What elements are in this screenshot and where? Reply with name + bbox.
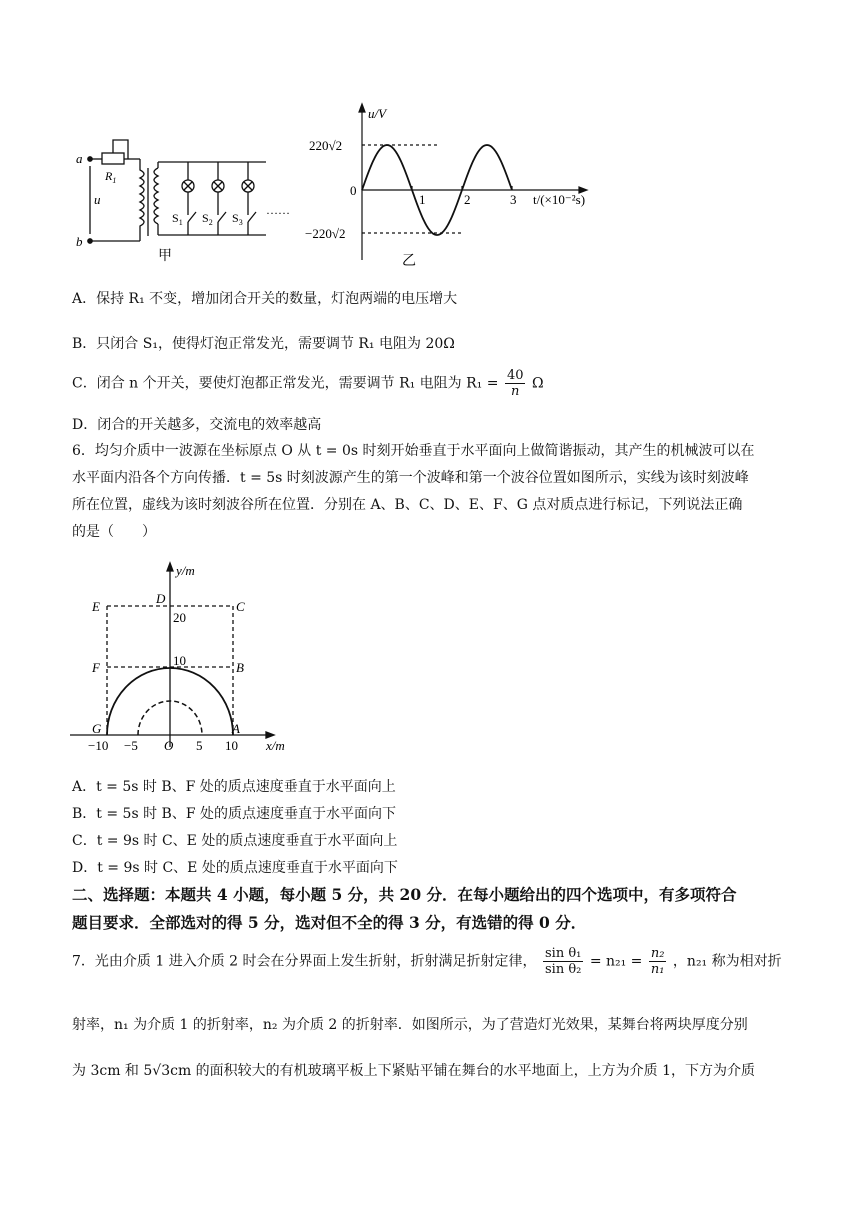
switch-2-label: $S_2$ [202, 211, 213, 227]
figure-jia-caption: 甲 [158, 249, 172, 264]
x-tick-neg5: −5 [124, 738, 138, 753]
origin-label: 0 [350, 183, 357, 198]
y-tick-20: 20 [173, 610, 186, 625]
q7-line-2: 射率，n₁ 为介质 1 的折射率，n₂ 为介质 2 的折射率．如图所示，为了营造灯光效果，某舞台将两块厚度分别 [72, 1017, 748, 1033]
x-tick-origin: O [164, 738, 174, 753]
x-tick-neg10: −10 [88, 738, 109, 753]
q6-stem-line-3: 所在位置，虚线为该时刻波谷所在位置．分别在 A、B、C、D、E、F、G 点对质点进行标记，下列说法正确 [72, 497, 743, 513]
voltage-u-label: u [94, 192, 101, 207]
x-tick-5: 5 [196, 738, 203, 753]
q6-option-d: D．t = 9s 时 C、E 处的质点速度垂直于水平面向下 [72, 860, 398, 876]
y-min-label: −220√2 [305, 226, 346, 241]
voltage-waveform-figure [305, 100, 615, 270]
q7-line-1-post: ，n₂₁ 称为相对折 [672, 953, 782, 970]
x-tick-1: 1 [419, 192, 426, 207]
index-ratio-fraction: $\frac{\text{n₂}}{\text{n₁}}$ [650, 946, 665, 977]
q6-option-c: C．t = 9s 时 C、E 处的质点速度垂直于水平面向上 [72, 833, 398, 849]
q6-option-a: A．t = 5s 时 B、F 处的质点速度垂直于水平面向上 [72, 779, 396, 795]
q7-line-1-pre: 7．光由介质 1 进入介质 2 时会在分界面上发生折射，折射满足折射定律， [72, 953, 537, 970]
q6-option-b: B．t = 5s 时 B、F 处的质点速度垂直于水平面向下 [72, 806, 396, 822]
q6-stem-line-4: 的是（ ） [72, 524, 156, 540]
terminal-b-label: b [76, 234, 83, 249]
point-c-label: C [236, 599, 245, 614]
rheostat-label: $R_1$ [105, 169, 117, 185]
y-axis-label: y/m [176, 563, 195, 578]
x-tick-3: 3 [510, 192, 517, 207]
x-axis-label: t/(×10⁻²s) [533, 192, 586, 207]
point-a-label: A [232, 721, 240, 736]
q6-stem-line-2: 水平面内沿各个方向传播．t = 5s 时刻波源产生的第一个波峰和第一个波谷位置如图所示，实线为该时刻波峰 [72, 470, 749, 486]
q7-eq-mid: = n₂₁ = [589, 953, 643, 970]
circuit-diagram [70, 130, 300, 270]
q5-option-c-text: C．闭合 n 个开关，要使灯泡都正常发光，需要调节 R₁ 电阻为 [72, 375, 462, 392]
x-axis-label: x/m [266, 738, 285, 753]
q7-line-3: 为 3cm 和 5√3cm 的面积较大的有机玻璃平板上下紧贴平铺在舞台的水平地面上，上方为介质 1，下方为介质 [72, 1063, 756, 1079]
y-tick-10: 10 [173, 653, 186, 668]
q5-option-c-lhs: R₁ = [466, 375, 499, 392]
point-b-label: B [236, 660, 244, 675]
snell-fraction: $\frac{\text{sin θ₁}}{\text{sin θ₂}}$ [544, 946, 582, 977]
q6-stem-line-1: 6．均匀介质中一波源在坐标原点 O 从 t = 0s 时刻开始垂直于水平面向上做简谐振动，其产生的机械波可以在 [72, 443, 755, 459]
q5-option-d: D．闭合的开关越多，交流电的效率越高 [72, 417, 322, 433]
figure-yi-caption: 乙 [402, 254, 416, 269]
q5-option-c-unit: Ω [531, 375, 544, 392]
q7-line-1 [72, 946, 782, 977]
point-d-label: D [156, 591, 166, 606]
continuation-dots: …… [266, 203, 290, 217]
point-f-label: F [92, 660, 100, 675]
q5-option-b: B．只闭合 S₁，使得灯泡正常发光，需要调节 R₁ 电阻为 20Ω [72, 336, 455, 352]
y-axis-label: u/V [368, 106, 387, 121]
q5-option-c [72, 368, 544, 399]
section-2-header-line-2: 题目要求．全部选对的得 5 分，选对但不全的得 3 分，有选错的得 0 分． [72, 913, 587, 932]
point-e-label: E [92, 599, 100, 614]
x-tick-2: 2 [464, 192, 471, 207]
point-g-label: G [92, 721, 102, 736]
wave-front-figure [70, 555, 300, 755]
x-tick-10: 10 [225, 738, 238, 753]
y-max-label: 220√2 [309, 138, 343, 153]
switch-3-label: $S_3$ [232, 211, 243, 227]
q5-option-a: A．保持 R₁ 不变，增加闭合开关的数量，灯泡两端的电压增大 [72, 291, 458, 307]
switch-1-label: $S_1$ [172, 211, 183, 227]
terminal-a-label: a [76, 151, 83, 166]
section-2-header-line-1: 二、选择题：本题共 4 小题，每小题 5 分，共 20 分．在每小题给出的四个选项中，有多项符合 [72, 885, 737, 904]
q5-option-c-fraction: $\frac{40}{n}$ [506, 368, 524, 399]
